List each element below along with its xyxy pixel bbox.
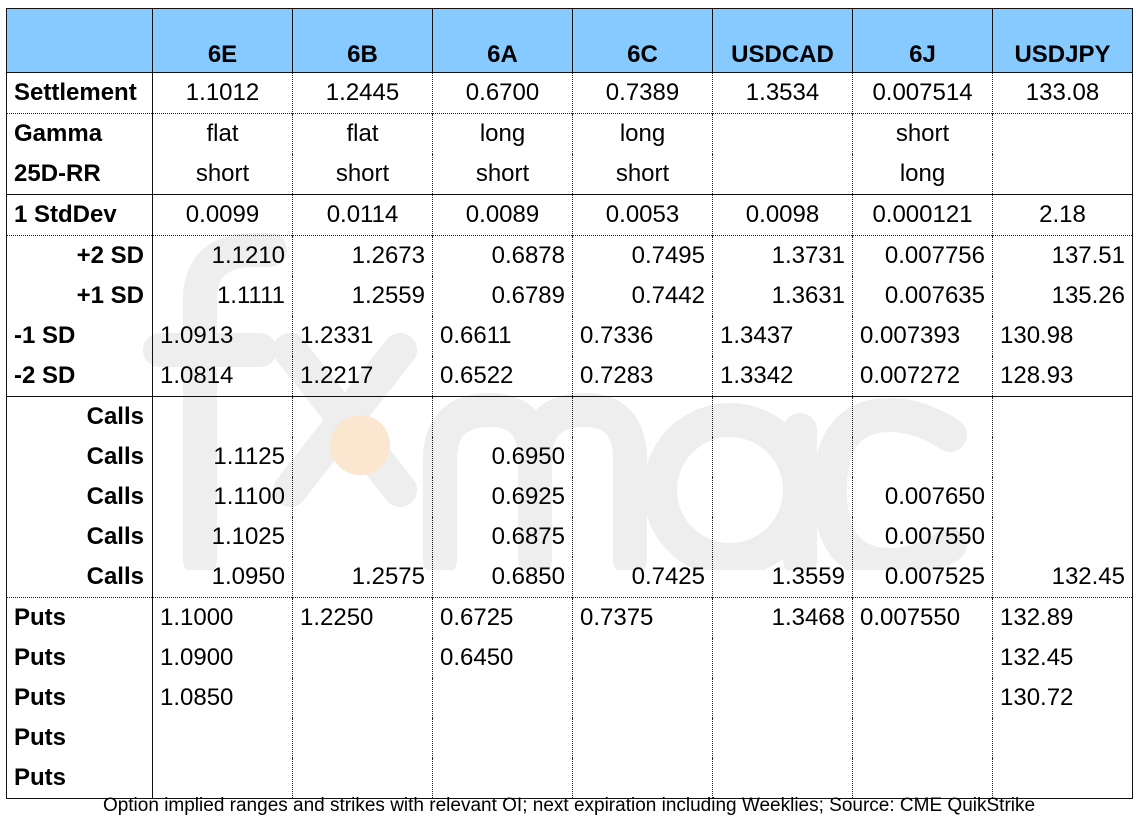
value-cell-6e: 1.0900 — [153, 638, 293, 678]
value-cell-6e: flat — [153, 114, 293, 155]
value-cell-6a — [433, 678, 573, 718]
row-label: 25D-RR — [7, 154, 153, 195]
value-cell-6c — [573, 397, 713, 438]
value-cell-6b: 0.0114 — [293, 195, 433, 236]
puts-row — [7, 598, 1133, 639]
fx-options-table — [6, 8, 1133, 799]
value-cell-6j: long — [853, 154, 993, 195]
value-cell-6c — [573, 718, 713, 758]
row-label: -1 SD — [7, 316, 153, 356]
value-cell-6c — [573, 477, 713, 517]
value-cell-usdjpy: 2.18 — [993, 195, 1133, 236]
gamma-row — [7, 114, 1133, 155]
value-cell-6j: 0.000121 — [853, 195, 993, 236]
value-cell-usdcad — [713, 397, 853, 438]
value-cell-usdcad — [713, 517, 853, 557]
row-label: +2 SD — [7, 236, 153, 277]
value-cell-6a: 0.6925 — [433, 477, 573, 517]
value-cell-6b — [293, 638, 433, 678]
value-cell-6c: 0.7283 — [573, 356, 713, 397]
value-cell-usdjpy — [993, 517, 1133, 557]
column-header-usdcad: USDCAD — [713, 9, 853, 73]
value-cell-usdjpy: 132.45 — [993, 557, 1133, 598]
puts-row — [7, 678, 1133, 718]
value-cell-usdcad: 1.3534 — [713, 73, 853, 114]
value-cell-6b — [293, 678, 433, 718]
value-cell-usdcad: 1.3342 — [713, 356, 853, 397]
value-cell-usdcad — [713, 114, 853, 155]
value-cell-6j: 0.007525 — [853, 557, 993, 598]
value-cell-usdcad — [713, 678, 853, 718]
value-cell-usdcad — [713, 758, 853, 799]
value-cell-6a: short — [433, 154, 573, 195]
value-cell-6c: short — [573, 154, 713, 195]
value-cell-6b: 1.2217 — [293, 356, 433, 397]
row-label: Calls — [7, 397, 153, 438]
value-cell-6a: 0.0089 — [433, 195, 573, 236]
calls-row — [7, 397, 1133, 438]
value-cell-6a: 0.6875 — [433, 517, 573, 557]
value-cell-6a: 0.6611 — [433, 316, 573, 356]
column-header-6b: 6B — [293, 9, 433, 73]
value-cell-usdjpy — [993, 437, 1133, 477]
range-row — [7, 276, 1133, 316]
value-cell-6b: flat — [293, 114, 433, 155]
value-cell-usdjpy — [993, 758, 1133, 799]
value-cell-6a — [433, 397, 573, 438]
calls-row — [7, 557, 1133, 598]
value-cell-6j: 0.007650 — [853, 477, 993, 517]
header-row — [7, 9, 1133, 73]
value-cell-6a: 0.6522 — [433, 356, 573, 397]
value-cell-6a: 0.6725 — [433, 598, 573, 639]
value-cell-6b — [293, 718, 433, 758]
row-label: Puts — [7, 638, 153, 678]
value-cell-6b: 1.2575 — [293, 557, 433, 598]
value-cell-6a: 0.6700 — [433, 73, 573, 114]
puts-row — [7, 638, 1133, 678]
range-row — [7, 356, 1133, 397]
value-cell-6c: 0.7389 — [573, 73, 713, 114]
row-label: Puts — [7, 678, 153, 718]
column-header-6c: 6C — [573, 9, 713, 73]
value-cell-6b — [293, 437, 433, 477]
value-cell-6j — [853, 638, 993, 678]
value-cell-6j: 0.007393 — [853, 316, 993, 356]
value-cell-6e: 1.1125 — [153, 437, 293, 477]
value-cell-6j: 0.007550 — [853, 517, 993, 557]
column-header-usdjpy: USDJPY — [993, 9, 1133, 73]
row-label: +1 SD — [7, 276, 153, 316]
value-cell-6c — [573, 437, 713, 477]
value-cell-usdcad: 1.3468 — [713, 598, 853, 639]
stddev-row — [7, 195, 1133, 236]
value-cell-6j — [853, 437, 993, 477]
value-cell-usdjpy: 130.98 — [993, 316, 1133, 356]
value-cell-6e — [153, 758, 293, 799]
value-cell-6a: 0.6789 — [433, 276, 573, 316]
value-cell-usdcad: 0.0098 — [713, 195, 853, 236]
value-cell-6b: 1.2250 — [293, 598, 433, 639]
value-cell-6e — [153, 718, 293, 758]
value-cell-usdjpy: 130.72 — [993, 678, 1133, 718]
value-cell-6c: 0.0053 — [573, 195, 713, 236]
value-cell-6j — [853, 758, 993, 799]
value-cell-6e: short — [153, 154, 293, 195]
value-cell-6e: 1.0850 — [153, 678, 293, 718]
value-cell-usdjpy: 132.89 — [993, 598, 1133, 639]
value-cell-6c — [573, 758, 713, 799]
value-cell-usdcad: 1.3631 — [713, 276, 853, 316]
value-cell-6c: 0.7442 — [573, 276, 713, 316]
value-cell-usdcad — [713, 154, 853, 195]
table-caption: Option implied ranges and strikes with relevant OI; next expiration including Weeklies; Source: CME QuikStrike — [102, 795, 1036, 816]
value-cell-6c — [573, 678, 713, 718]
puts-row — [7, 718, 1133, 758]
value-cell-6c: 0.7425 — [573, 557, 713, 598]
column-header-6a: 6A — [433, 9, 573, 73]
rr25-row — [7, 154, 1133, 195]
row-label: Puts — [7, 598, 153, 639]
value-cell-usdjpy — [993, 114, 1133, 155]
value-cell-6a: 0.6950 — [433, 437, 573, 477]
value-cell-6b — [293, 397, 433, 438]
value-cell-usdjpy — [993, 154, 1133, 195]
value-cell-6a: 0.6450 — [433, 638, 573, 678]
value-cell-6e: 1.1000 — [153, 598, 293, 639]
value-cell-6j — [853, 718, 993, 758]
value-cell-6e — [153, 397, 293, 438]
value-cell-6e: 1.1025 — [153, 517, 293, 557]
value-cell-usdjpy: 133.08 — [993, 73, 1133, 114]
value-cell-6j: short — [853, 114, 993, 155]
value-cell-6j: 0.007272 — [853, 356, 993, 397]
value-cell-6e: 1.1012 — [153, 73, 293, 114]
row-label: -2 SD — [7, 356, 153, 397]
calls-row — [7, 477, 1133, 517]
value-cell-6j: 0.007635 — [853, 276, 993, 316]
header-corner — [7, 9, 153, 73]
value-cell-6c: 0.7336 — [573, 316, 713, 356]
value-cell-6b: 1.2673 — [293, 236, 433, 277]
value-cell-6a — [433, 758, 573, 799]
value-cell-usdcad — [713, 477, 853, 517]
puts-row — [7, 758, 1133, 799]
column-header-6e: 6E — [153, 9, 293, 73]
column-header-6j: 6J — [853, 9, 993, 73]
value-cell-usdcad: 1.3437 — [713, 316, 853, 356]
value-cell-usdjpy: 135.26 — [993, 276, 1133, 316]
value-cell-6e: 1.0814 — [153, 356, 293, 397]
row-label: Calls — [7, 517, 153, 557]
value-cell-6b — [293, 477, 433, 517]
value-cell-6a: 0.6878 — [433, 236, 573, 277]
value-cell-6a: long — [433, 114, 573, 155]
row-label: Calls — [7, 557, 153, 598]
value-cell-6e: 1.1210 — [153, 236, 293, 277]
value-cell-6j — [853, 397, 993, 438]
row-label: Puts — [7, 718, 153, 758]
settlement-row — [7, 73, 1133, 114]
value-cell-usdjpy — [993, 718, 1133, 758]
value-cell-6b: short — [293, 154, 433, 195]
value-cell-usdcad — [713, 638, 853, 678]
range-row — [7, 236, 1133, 277]
value-cell-usdjpy: 128.93 — [993, 356, 1133, 397]
value-cell-6e: 0.0099 — [153, 195, 293, 236]
value-cell-6e: 1.0950 — [153, 557, 293, 598]
row-label: Gamma — [7, 114, 153, 155]
value-cell-6j: 0.007756 — [853, 236, 993, 277]
value-cell-6c: 0.7375 — [573, 598, 713, 639]
value-cell-6b: 1.2559 — [293, 276, 433, 316]
value-cell-6j: 0.007514 — [853, 73, 993, 114]
value-cell-6e: 1.1100 — [153, 477, 293, 517]
value-cell-6e: 1.1111 — [153, 276, 293, 316]
value-cell-6a — [433, 718, 573, 758]
calls-row — [7, 437, 1133, 477]
value-cell-usdcad: 1.3731 — [713, 236, 853, 277]
value-cell-usdjpy — [993, 477, 1133, 517]
value-cell-usdcad: 1.3559 — [713, 557, 853, 598]
value-cell-6c: 0.7495 — [573, 236, 713, 277]
value-cell-6b: 1.2331 — [293, 316, 433, 356]
row-label: Calls — [7, 437, 153, 477]
value-cell-usdcad — [713, 437, 853, 477]
row-label: Settlement — [7, 73, 153, 114]
value-cell-6b — [293, 517, 433, 557]
value-cell-6b: 1.2445 — [293, 73, 433, 114]
value-cell-6j: 0.007550 — [853, 598, 993, 639]
range-row — [7, 316, 1133, 356]
value-cell-6j — [853, 678, 993, 718]
value-cell-6c — [573, 638, 713, 678]
value-cell-usdjpy — [993, 397, 1133, 438]
value-cell-6c: long — [573, 114, 713, 155]
value-cell-usdcad — [713, 718, 853, 758]
value-cell-6a: 0.6850 — [433, 557, 573, 598]
row-label: Calls — [7, 477, 153, 517]
value-cell-6b — [293, 758, 433, 799]
row-label: Puts — [7, 758, 153, 799]
value-cell-6c — [573, 517, 713, 557]
value-cell-usdjpy: 132.45 — [993, 638, 1133, 678]
value-cell-6e: 1.0913 — [153, 316, 293, 356]
value-cell-usdjpy: 137.51 — [993, 236, 1133, 277]
calls-row — [7, 517, 1133, 557]
row-label: 1 StdDev — [7, 195, 153, 236]
